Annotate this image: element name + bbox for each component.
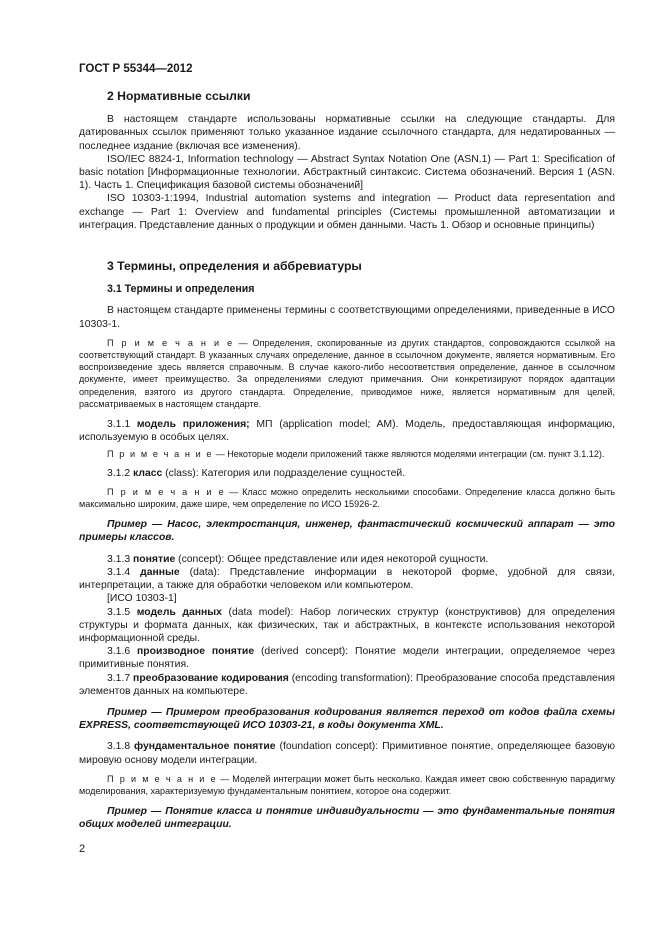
note: П р и м е ч а н и е — Определения, скопированные из других стандартов, сопровождаются ссылкой на соответствующий стандарт. В указанных случаях определение, данное в ссылочном документе, является нормативным. Его воспроизведение здесь является справочным. В случае какого-либо несоответствия определение, данное в ссылочном документе, имеет преимущество. За определениями следуют примечания. Они конкретизируют порядок адаптации определения, взятого из другого стандарта. Определение, приводимое ниже, является нормативным для целей, рассматриваемых в настоящем стандарте. <box>79 337 615 409</box>
term-3-1-3: 3.1.3 понятие (concept): Общее представление или идея некоторой сущности. <box>107 553 489 565</box>
term-3-1-4: 3.1.4 данные (data): Представление информации в некоторой форме, удобной для связи, интерпретации, а также для обработки человеком или компьютером. <box>79 566 615 592</box>
example: Пример — Понятие класса и понятие индивидуальности — это фундаментальные понятия общих моделей интеграции. <box>79 806 615 831</box>
example: Пример — Насос, электростанция, инженер, фантастический космический аппарат — это примеры классов. <box>79 519 615 544</box>
section-2-heading: 2 Нормативные ссылки <box>107 89 251 103</box>
example: Пример — Примером преобразования кодирования является переход от кодов файла схемы EXPRESS, соответствующей ИСО 10303-21, в коды документа XML. <box>79 706 615 732</box>
term-3-1-6: 3.1.6 производное понятие (derived concept): Понятие модели интеграции, определяемое через примитивные понятия. <box>79 646 615 671</box>
term-3-1-5: 3.1.5 модель данных (data model): Набор логических структур (конструктивов) для определения структуры и формата данных, как физических, так и абстрактных, в контексте использования некоторой информационной среды. <box>79 606 616 644</box>
note-label: П р и м е ч а н и е <box>107 337 234 348</box>
subsection-heading: 3.1 Термины и определения <box>107 283 255 296</box>
page-number: 2 <box>79 843 86 855</box>
note: П р и м е ч а н и е — Класс можно определить несколькими способами. Определение класса должно быть максимально широким, даже шире, чем определение по ИСО 15926-2. <box>79 486 615 510</box>
source-reference: [ИСО 10303-1] <box>107 593 177 605</box>
section-3-heading: 3 Термины, определения и аббревиатуры <box>107 259 362 274</box>
term-3-1-8: 3.1.8 фундаментальное понятие (foundation concept): Примитивное понятие, определяющее базовую мировую основу модели интеграции. <box>79 741 615 766</box>
reference-iso-10303: ISO 10303-1:1994, Industrial automation systems and integration — Product data representation and exchange — Part 1: Overview and fundamental principles (Системы промышленной автоматизации и интеграция. Представление данных о продукции и обмен данными. Часть 1. Обзор и основные принципы) <box>79 193 615 231</box>
document-header: ГОСТ Р 55344—2012 <box>79 63 193 75</box>
note: П р и м е ч а н и е — Некоторые модели приложений также являются моделями интеграции (см. пункт 3.1.12). <box>107 449 605 460</box>
term-3-1-2: 3.1.2 класс (class): Категория или подразделение сущностей. <box>107 467 406 479</box>
reference-iso-8824: ISO/IEC 8824-1, Information technology — Abstract Syntax Notation One (ASN.1) — Part 1: Specification of basic notation [Информационные технологии. Абстрактный синтаксис. Система обозначений. Версия 1 (ASN. 1). Часть 1. Спецификация базовой системы обозначений] <box>79 153 615 192</box>
term-3-1-7: 3.1.7 преобразование кодирования (encoding transformation): Преобразование способа представления элементов данных на компьютере. <box>79 672 615 697</box>
note: П р и м е ч а н и е — Моделей интеграции может быть несколько. Каждая имеет свою собственную парадигму моделирования, характеризуемую фундаментальным понятием, которое она содержит. <box>79 773 615 796</box>
paragraph: В настоящем стандарте применены термины с соответствующими определениями, приведенные в ИСО 10303-1. <box>79 305 615 330</box>
paragraph: В настоящем стандарте использованы нормативные ссылки на следующие стандарты. Для датированных ссылок применяют только указанное издание ссылочного стандарта, для недатированных — последнее издание (включая все изменения). <box>79 114 615 152</box>
term-3-1-1: 3.1.1 модель приложения; МП (application model; AM). Модель, предоставляющая информацию, используемую в особых целях. <box>79 419 615 444</box>
document-body <box>79 90 615 832</box>
